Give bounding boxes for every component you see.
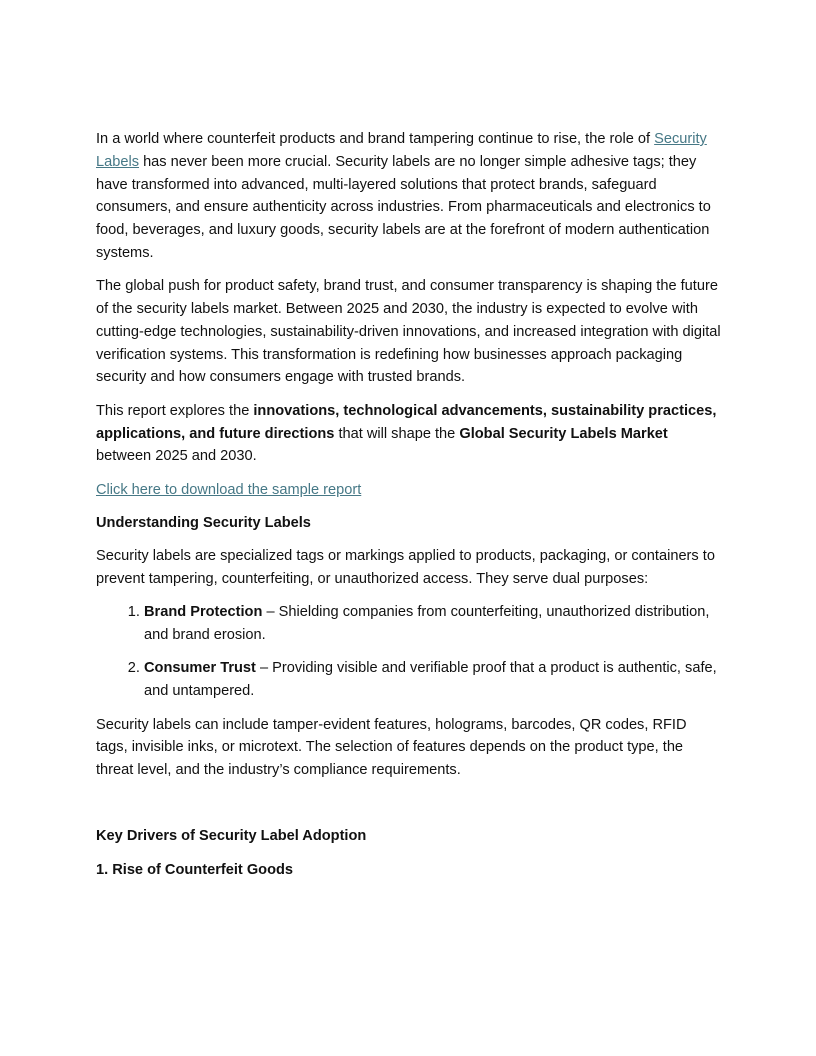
section-heading-drivers: Key Drivers of Security Label Adoption [96, 828, 367, 845]
section-spacer [96, 792, 722, 825]
list-item-text: – Providing visible and verifiable proof that a product is authentic, safe, and untampered. [144, 660, 717, 700]
report-topics-bold: innovations, technological advancements, sustainability practices, applications, and future directions [96, 402, 717, 442]
intro-text-continued: has never been more crucial. Security labels are no longer simple adhesive tags; they have transformed into advanced, multi-layered solutions that protect brands, safeguard consumers, and ensure authenticity across industries. From pharmaceuticals and electronics to food, beverages, and luxury goods, security labels are at the forefront of modern authentication systems. [96, 153, 711, 261]
list-item [144, 657, 722, 703]
report-text: between 2025 and 2030. [96, 448, 257, 465]
report-text: This report explores the [96, 402, 254, 419]
understanding-paragraph-1: Security labels are specialized tags or markings applied to products, packaging, or containers to prevent tampering, counterfeiting, or unauthorized access. They serve dual purposes: [96, 548, 715, 588]
report-text: that will shape the [334, 425, 460, 442]
market-name-bold: Global Security Labels Market [459, 425, 668, 442]
intro-text: In a world where counterfeit products and brand tampering continue to rise, the role of [96, 131, 655, 147]
list-item-title: Consumer Trust [144, 660, 256, 677]
intro-paragraph-3 [96, 400, 722, 468]
intro-paragraph-1 [96, 128, 722, 265]
document-page [96, 128, 722, 892]
list-item-title: Brand Protection [144, 604, 263, 621]
download-sample-report-link[interactable]: Click here to download the sample report [96, 481, 362, 498]
section-heading-understanding: Understanding Security Labels [96, 514, 311, 531]
subheading-counterfeit: 1. Rise of Counterfeit Goods [96, 861, 294, 878]
understanding-paragraph-2: Security labels can include tamper-evident features, holograms, barcodes, QR codes, RFID tags, invisible inks, or microtext. The selection of features depends on the product type, the threat level, and the industry’s compliance requirements. [96, 716, 687, 779]
security-labels-link[interactable]: Security Labels [96, 131, 707, 170]
intro-paragraph-2: The global push for product safety, brand trust, and consumer transparency is shaping the future of the security labels market. Between 2025 and 2030, the industry is expected to evolve with cutting-edge technologies, sustainability-driven innovations, and increased integration with digital verification systems. This transformation is redefining how businesses approach packaging security and how consumers engage with trusted brands. [96, 278, 721, 386]
list-item [144, 601, 722, 647]
download-paragraph [96, 479, 722, 502]
purposes-list [96, 601, 722, 703]
list-item-text: – Shielding companies from counterfeiting, unauthorized distribution, and brand erosion. [144, 604, 710, 644]
